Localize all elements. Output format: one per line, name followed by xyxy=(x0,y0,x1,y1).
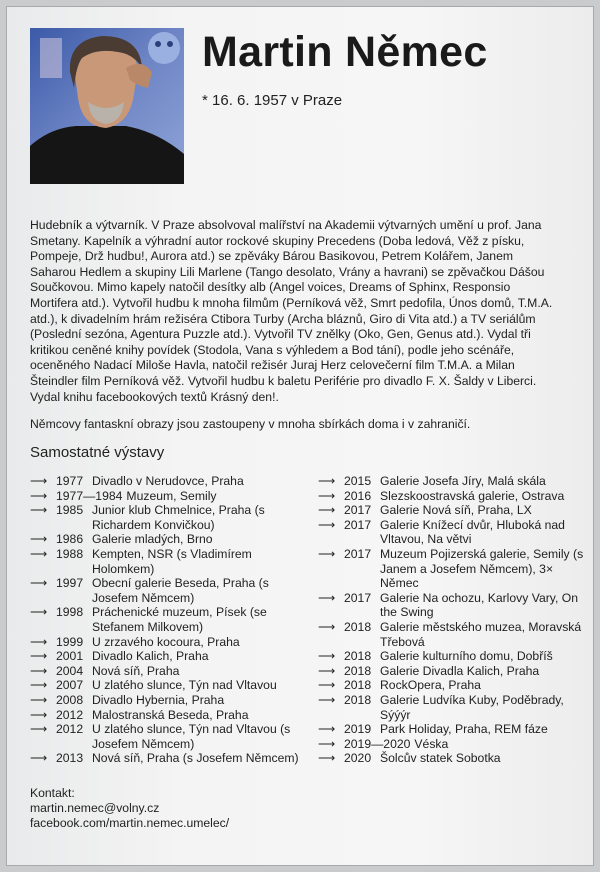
exhibition-year: 2004 xyxy=(56,663,84,678)
exhibition-item xyxy=(318,722,588,737)
arrow-right-icon: ⟶ xyxy=(30,488,48,503)
exhibition-year: 2013 xyxy=(56,751,84,766)
exhibition-venue: Galerie Ludvíka Kuby, Poděbrady, Sýýýr xyxy=(380,692,564,722)
exhibition-venue: U zrzavého kocoura, Praha xyxy=(92,634,240,649)
exhibition-item xyxy=(30,649,315,664)
exhibition-item xyxy=(318,591,588,620)
arrow-right-icon: ⟶ xyxy=(318,474,336,488)
arrow-right-icon: ⟶ xyxy=(318,692,336,707)
contact-facebook-link[interactable]: facebook.com/martin.nemec.umelec/ xyxy=(30,816,230,830)
arrow-right-icon: ⟶ xyxy=(318,722,336,737)
arrow-right-icon: ⟶ xyxy=(318,736,336,751)
exhibition-item xyxy=(318,678,588,693)
arrow-right-icon: ⟶ xyxy=(318,517,336,532)
exhibition-venue: Véska xyxy=(414,736,449,751)
exhibition-year: 2019—2020 xyxy=(344,736,411,751)
arrow-right-icon: ⟶ xyxy=(30,546,48,561)
exhibition-item xyxy=(30,664,315,679)
exhibition-item xyxy=(30,751,315,766)
biography-paragraph: Hudebník a výtvarník. V Praze absolvoval malířství na Akademii výtvarných umění u prof. Jana Smetany. Kapelník a výhradní autor rockové skupiny Precedens (Doba ledová, Věž z písku, Pompeje, Drž hudbu!, Aurora atd.) se zpěváky Bárou Basikovou, Petrem Kolářem, Janem Saharou Hedlem a skupiny Lili Marlene (Tango desolato, Vrány a havrani) se zpěvačkou Dášou Součkovou. Mimo kapely natočil desítky alb (Angel voices, Dreams of Sphinx, Responsio Mortifera atd.). Vytvořil hudbu k mnoha filmům (Perníková věž, Smrt pedofila, Únos domů, T.M.A. atd.), k divadelním hrám režiséra Ctibora Turby (Archa bláznů, Giro di Vita atd.) a TV seriálům (Poslední sezóna, Agentura Puzzle atd.). Vytvořil TV znělky (Oko, Gen, Genus atd.). Vydal tři kritikou ceněné knihy povídek (Stodola, Vana s výhledem a Bod tání), podle jeho scénáře, oceněného Nadací Miloše Havla, natočil režisér Juraj Herz celovečerní film T.M.A. a Milan Šteindler film Perníková věž. Vytvořil hudbu k baletu Periférie pro divadlo F. X. Šaldy v Liberci. Vydal knihu facebookových textů Krásný den!. xyxy=(30,218,553,404)
exhibition-item xyxy=(318,489,588,504)
exhibition-year: 2018 xyxy=(344,619,372,634)
biography xyxy=(30,218,560,433)
exhibition-item xyxy=(318,547,588,591)
arrow-right-icon: ⟶ xyxy=(318,546,336,561)
arrow-right-icon: ⟶ xyxy=(30,722,48,737)
exhibition-item xyxy=(318,664,588,679)
exhibition-item xyxy=(30,693,315,708)
exhibition-item xyxy=(30,678,315,693)
arrow-right-icon: ⟶ xyxy=(318,663,336,678)
exhibition-item xyxy=(30,722,315,751)
arrow-right-icon: ⟶ xyxy=(30,474,48,488)
exhibition-item xyxy=(318,620,588,649)
exhibition-year: 2017 xyxy=(344,546,372,561)
exhibition-year: 2018 xyxy=(344,663,372,678)
exhibition-year: 1977 xyxy=(56,474,84,488)
arrow-right-icon: ⟶ xyxy=(30,649,48,664)
exhibition-year: 2017 xyxy=(344,517,372,532)
exhibition-venue: Kempten, NSR (s Vladimírem Holomkem) xyxy=(92,546,252,576)
exhibition-venue: Šolcův statek Sobotka xyxy=(380,751,501,766)
exhibition-year: 1977—1984 xyxy=(56,488,123,503)
exhibition-year: 1986 xyxy=(56,532,84,547)
exhibitions-list-right xyxy=(318,474,588,766)
exhibition-item xyxy=(318,518,588,547)
exhibition-year: 2012 xyxy=(56,722,84,737)
arrow-right-icon: ⟶ xyxy=(318,503,336,518)
exhibition-year: 2008 xyxy=(56,692,84,707)
exhibition-venue: Muzeum, Semily xyxy=(126,488,217,503)
exhibition-venue: Nová síň, Praha xyxy=(92,663,180,678)
exhibition-item xyxy=(30,489,315,504)
arrow-right-icon: ⟶ xyxy=(318,619,336,634)
exhibition-year: 1998 xyxy=(56,605,84,620)
arrow-right-icon: ⟶ xyxy=(30,605,48,620)
exhibition-item xyxy=(318,474,588,489)
exhibition-venue: U zlatého slunce, Týn nad Vltavou xyxy=(92,678,277,693)
exhibition-item xyxy=(318,737,588,752)
exhibition-item xyxy=(30,605,315,634)
exhibition-item xyxy=(30,532,315,547)
exhibition-venue: Slezskoostravská galerie, Ostrava xyxy=(380,488,565,503)
exhibition-venue: Galerie Knížecí dvůr, Hluboká nad Vltavou, Na větvi xyxy=(380,517,565,547)
exhibition-year: 2018 xyxy=(344,649,372,664)
exhibition-venue: Galerie městského muzea, Moravská Třebová xyxy=(380,619,582,649)
arrow-right-icon: ⟶ xyxy=(30,678,48,693)
arrow-right-icon: ⟶ xyxy=(30,503,48,518)
exhibition-venue: Obecní galerie Beseda, Praha (s Josefem Němcem) xyxy=(92,576,269,605)
arrow-right-icon: ⟶ xyxy=(30,576,48,591)
birth-date: * 16. 6. 1957 v Praze xyxy=(202,92,343,109)
arrow-right-icon: ⟶ xyxy=(30,663,48,678)
exhibition-venue: Junior klub Chmelnice, Praha (s Richardem Konvičkou) xyxy=(92,503,265,532)
exhibition-venue: Galerie Divadla Kalich, Praha xyxy=(380,663,540,678)
exhibition-year: 2017 xyxy=(344,590,372,605)
exhibition-year: 2020 xyxy=(344,751,372,766)
arrow-right-icon: ⟶ xyxy=(30,634,48,649)
exhibition-item xyxy=(30,503,315,532)
exhibition-item xyxy=(318,503,588,518)
arrow-right-icon: ⟶ xyxy=(30,751,48,766)
arrow-right-icon: ⟶ xyxy=(30,532,48,547)
exhibition-year: 2016 xyxy=(344,488,372,503)
exhibition-year: 1988 xyxy=(56,546,84,561)
arrow-right-icon: ⟶ xyxy=(318,751,336,766)
portrait-photo xyxy=(30,28,184,184)
exhibition-year: 2001 xyxy=(56,649,84,664)
arrow-right-icon: ⟶ xyxy=(318,590,336,605)
exhibition-year: 2012 xyxy=(56,707,84,722)
exhibition-year: 2007 xyxy=(56,678,84,693)
exhibition-venue: Divadlo v Nerudovce, Praha xyxy=(92,474,244,488)
exhibition-item xyxy=(30,547,315,576)
exhibition-item xyxy=(318,751,588,766)
arrow-right-icon: ⟶ xyxy=(318,488,336,503)
exhibition-year: 2018 xyxy=(344,678,372,693)
exhibition-venue: Práchenické muzeum, Písek (se Stefanem Milkovem) xyxy=(92,605,267,634)
exhibition-venue: U zlatého slunce, Týn nad Vltavou (s Josefem Němcem) xyxy=(92,722,291,751)
exhibition-venue: Galerie Na ochozu, Karlovy Vary, On the Swing xyxy=(380,590,579,620)
exhibition-item xyxy=(318,693,588,722)
exhibition-year: 1997 xyxy=(56,576,84,591)
exhibition-venue: Nová síň, Praha (s Josefem Němcem) xyxy=(92,751,299,766)
contact-label: Kontakt: xyxy=(30,786,75,800)
biography-paragraph: Němcovy fantaskní obrazy jsou zastoupeny v mnoha sbírkách doma i v zahraničí. xyxy=(30,417,471,432)
exhibition-year: 2015 xyxy=(344,474,372,488)
arrow-right-icon: ⟶ xyxy=(30,707,48,722)
exhibitions-list-left xyxy=(30,474,315,766)
arrow-right-icon: ⟶ xyxy=(318,649,336,664)
exhibition-venue: RockOpera, Praha xyxy=(380,678,481,693)
contact-block xyxy=(30,786,229,831)
arrow-right-icon: ⟶ xyxy=(30,692,48,707)
exhibition-year: 1999 xyxy=(56,634,84,649)
exhibition-item xyxy=(30,635,315,650)
portrait-photo-icon xyxy=(30,28,184,184)
arrow-right-icon: ⟶ xyxy=(318,678,336,693)
exhibition-venue: Galerie Nová síň, Praha, LX xyxy=(380,503,532,518)
artist-name: Martin Němec xyxy=(202,28,488,76)
exhibition-year: 2019 xyxy=(344,722,372,737)
exhibition-venue: Muzeum Pojizerská galerie, Semily (s Janem a Josefem Němcem), 3× Němec xyxy=(380,546,584,591)
exhibition-item xyxy=(30,708,315,723)
exhibition-item xyxy=(30,576,315,605)
exhibition-venue: Divadlo Kalich, Praha xyxy=(92,649,209,664)
exhibition-venue: Galerie kulturního domu, Dobříš xyxy=(380,649,553,664)
exhibition-venue: Park Holiday, Praha, REM fáze xyxy=(380,722,548,737)
exhibition-year: 2018 xyxy=(344,692,372,707)
exhibition-item xyxy=(318,649,588,664)
exhibition-year: 1985 xyxy=(56,503,84,518)
exhibition-venue: Galerie Josefa Jíry, Malá skála xyxy=(380,474,546,488)
exhibition-venue: Galerie mladých, Brno xyxy=(92,532,213,547)
exhibition-venue: Malostranská Beseda, Praha xyxy=(92,707,249,722)
exhibition-item xyxy=(30,474,315,489)
exhibitions-heading: Samostatné výstavy xyxy=(30,444,165,461)
exhibition-venue: Divadlo Hybernia, Praha xyxy=(92,692,225,707)
contact-email-link[interactable]: martin.nemec@volny.cz xyxy=(30,801,160,815)
exhibition-year: 2017 xyxy=(344,503,372,518)
